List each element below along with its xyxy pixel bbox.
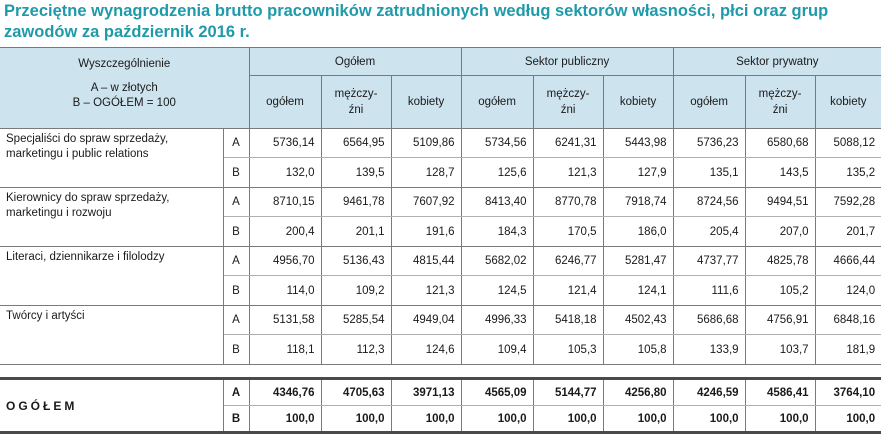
value-cell: 133,9 <box>673 335 745 365</box>
table-title: Przeciętne wynagrodzenia brutto pracowników zatrudnionych według sektorów własności, płci oraz grup zawodów za październik 2016 r. <box>4 2 829 41</box>
value-cell: 5418,18 <box>533 306 603 335</box>
value-cell: 109,2 <box>321 276 391 306</box>
value-cell: 5285,54 <box>321 306 391 335</box>
value-cell: 124,6 <box>391 335 461 365</box>
marker-a: A <box>223 379 249 406</box>
subcol-header: mężczy- źni <box>745 76 815 129</box>
value-cell: 7592,28 <box>815 188 881 217</box>
value-cell: 143,5 <box>745 158 815 188</box>
group-header-public: Sektor publiczny <box>461 48 673 76</box>
value-cell: 5443,98 <box>603 129 673 158</box>
value-cell: 8413,40 <box>461 188 533 217</box>
wages-table <box>0 47 881 434</box>
value-cell: 5734,56 <box>461 129 533 158</box>
value-cell: 5131,58 <box>249 306 321 335</box>
total-label: OGÓŁEM <box>0 379 223 433</box>
value-cell: 139,5 <box>321 158 391 188</box>
value-cell: 124,5 <box>461 276 533 306</box>
value-cell: 132,0 <box>249 158 321 188</box>
value-cell: 100,0 <box>745 406 815 433</box>
value-cell: 5109,86 <box>391 129 461 158</box>
value-cell: 4996,33 <box>461 306 533 335</box>
value-cell: 112,3 <box>321 335 391 365</box>
value-cell: 4565,09 <box>461 379 533 406</box>
table-row <box>0 247 881 276</box>
value-cell: 103,7 <box>745 335 815 365</box>
value-cell: 9461,78 <box>321 188 391 217</box>
row-label: Kierownicy do spraw sprzedaży, marketingu i rozwoju <box>0 188 223 247</box>
value-cell: 4256,80 <box>603 379 673 406</box>
value-cell: 6580,68 <box>745 129 815 158</box>
subcol-header: kobiety <box>603 76 673 129</box>
value-cell: 4705,63 <box>321 379 391 406</box>
value-cell: 5144,77 <box>533 379 603 406</box>
value-cell: 100,0 <box>815 406 881 433</box>
subcol-header: mężczy- źni <box>321 76 391 129</box>
value-cell: 191,6 <box>391 217 461 247</box>
value-cell: 100,0 <box>249 406 321 433</box>
value-cell: 201,7 <box>815 217 881 247</box>
value-cell: 100,0 <box>673 406 745 433</box>
value-cell: 118,1 <box>249 335 321 365</box>
value-cell: 100,0 <box>533 406 603 433</box>
value-cell: 4956,70 <box>249 247 321 276</box>
value-cell: 121,4 <box>533 276 603 306</box>
value-cell: 5088,12 <box>815 129 881 158</box>
row-label: Specjaliści do spraw sprzedaży, marketingu i public relations <box>0 129 223 188</box>
value-cell: 6246,77 <box>533 247 603 276</box>
value-cell: 170,5 <box>533 217 603 247</box>
value-cell: 205,4 <box>673 217 745 247</box>
value-cell: 186,0 <box>603 217 673 247</box>
marker-a: A <box>223 306 249 335</box>
value-cell: 124,1 <box>603 276 673 306</box>
value-cell: 4666,44 <box>815 247 881 276</box>
value-cell: 127,9 <box>603 158 673 188</box>
spacer <box>0 365 881 379</box>
value-cell: 125,6 <box>461 158 533 188</box>
value-cell: 111,6 <box>673 276 745 306</box>
table-row <box>0 129 881 158</box>
marker-a: A <box>223 129 249 158</box>
stub-label: Wyszczególnienie <box>78 58 171 70</box>
value-cell: 8724,56 <box>673 188 745 217</box>
value-cell: 128,7 <box>391 158 461 188</box>
value-cell: 4586,41 <box>745 379 815 406</box>
value-cell: 8710,15 <box>249 188 321 217</box>
value-cell: 109,4 <box>461 335 533 365</box>
subcol-header: ogółem <box>673 76 745 129</box>
marker-a: A <box>223 247 249 276</box>
value-cell: 4502,43 <box>603 306 673 335</box>
subcol-header: ogółem <box>249 76 321 129</box>
value-cell: 4949,04 <box>391 306 461 335</box>
value-cell: 4825,78 <box>745 247 815 276</box>
value-cell: 5682,02 <box>461 247 533 276</box>
marker-b: B <box>223 276 249 306</box>
value-cell: 207,0 <box>745 217 815 247</box>
value-cell: 7607,92 <box>391 188 461 217</box>
table-row <box>0 306 881 335</box>
marker-b: B <box>223 335 249 365</box>
value-cell: 3764,10 <box>815 379 881 406</box>
value-cell: 100,0 <box>321 406 391 433</box>
value-cell: 4246,59 <box>673 379 745 406</box>
value-cell: 135,2 <box>815 158 881 188</box>
value-cell: 124,0 <box>815 276 881 306</box>
subcol-header: kobiety <box>391 76 461 129</box>
table-row <box>0 188 881 217</box>
stub-unit-b: B – OGÓŁEM = 100 <box>72 97 176 109</box>
marker-a: A <box>223 188 249 217</box>
value-cell: 181,9 <box>815 335 881 365</box>
subcol-header: mężczy- źni <box>533 76 603 129</box>
value-cell: 7918,74 <box>603 188 673 217</box>
value-cell: 100,0 <box>461 406 533 433</box>
value-cell: 201,1 <box>321 217 391 247</box>
value-cell: 8770,78 <box>533 188 603 217</box>
group-header-private: Sektor prywatny <box>673 48 881 76</box>
value-cell: 5736,14 <box>249 129 321 158</box>
value-cell: 105,8 <box>603 335 673 365</box>
value-cell: 4346,76 <box>249 379 321 406</box>
subcol-header: ogółem <box>461 76 533 129</box>
stub-header <box>0 48 249 129</box>
value-cell: 4737,77 <box>673 247 745 276</box>
value-cell: 184,3 <box>461 217 533 247</box>
value-cell: 4756,91 <box>745 306 815 335</box>
value-cell: 114,0 <box>249 276 321 306</box>
value-cell: 200,4 <box>249 217 321 247</box>
table-row <box>0 379 881 406</box>
group-header-total: Ogółem <box>249 48 461 76</box>
value-cell: 6241,31 <box>533 129 603 158</box>
value-cell: 121,3 <box>391 276 461 306</box>
value-cell: 135,1 <box>673 158 745 188</box>
value-cell: 100,0 <box>391 406 461 433</box>
marker-b: B <box>223 217 249 247</box>
stub-unit-a: A – w złotych <box>90 82 158 94</box>
row-label: Literaci, dziennikarze i filolodzy <box>0 247 223 306</box>
marker-b: B <box>223 158 249 188</box>
value-cell: 3971,13 <box>391 379 461 406</box>
value-cell: 5136,43 <box>321 247 391 276</box>
value-cell: 4815,44 <box>391 247 461 276</box>
value-cell: 6564,95 <box>321 129 391 158</box>
value-cell: 5736,23 <box>673 129 745 158</box>
value-cell: 100,0 <box>603 406 673 433</box>
value-cell: 6848,16 <box>815 306 881 335</box>
marker-b: B <box>223 406 249 433</box>
value-cell: 9494,51 <box>745 188 815 217</box>
value-cell: 121,3 <box>533 158 603 188</box>
subcol-header: kobiety <box>815 76 881 129</box>
value-cell: 5281,47 <box>603 247 673 276</box>
value-cell: 105,3 <box>533 335 603 365</box>
row-label: Twórcy i artyści <box>0 306 223 365</box>
value-cell: 105,2 <box>745 276 815 306</box>
value-cell: 5686,68 <box>673 306 745 335</box>
